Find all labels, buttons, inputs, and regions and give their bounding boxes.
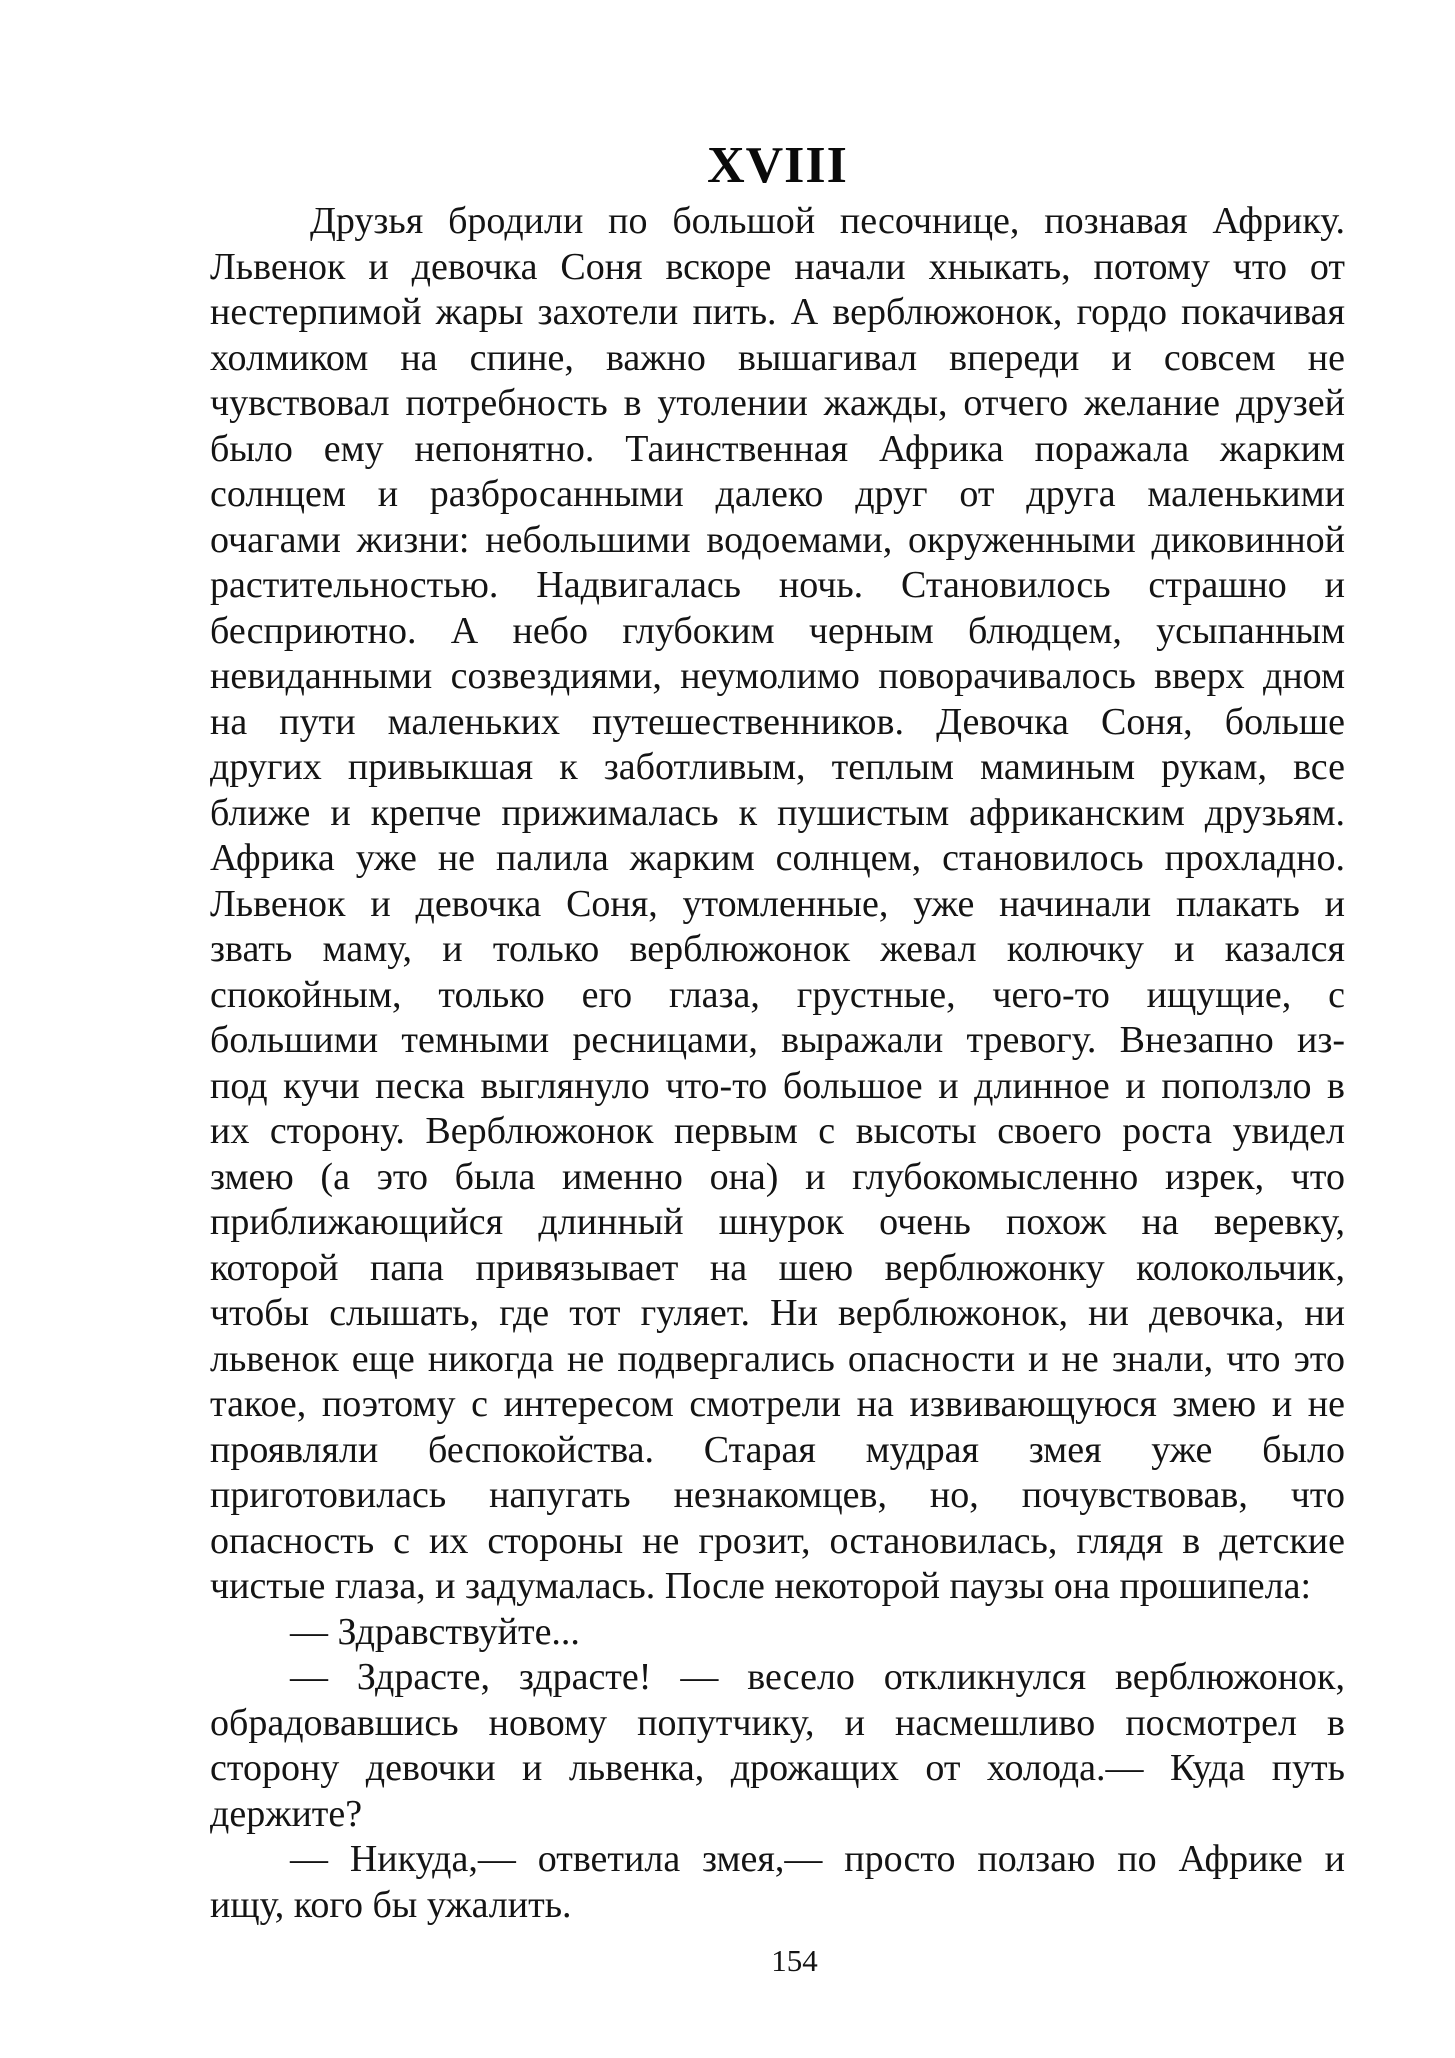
text-line: львенок еще никогда не подвергались опасности и не знали, что это: [210, 1337, 1345, 1380]
text-line: было ему непонятно. Таинственная Африка поражала жарким: [210, 427, 1345, 470]
text-line: на пути маленьких путешественников. Девочка Соня, больше: [210, 700, 1345, 743]
text-line: звать маму, и только верблюжонок жевал колючку и казался: [210, 928, 1345, 970]
text-line: ближе и крепче прижималась к пушистым африканским друзьям.: [210, 791, 1345, 834]
text-line: чистые глаза, и задумалась. После некоторой паузы она прошипела:: [210, 1565, 1312, 1607]
text-line: Львенок и девочка Соня вскоре начали хныкать, потому что от: [210, 245, 1345, 288]
text-line: приготовилась напугать незнакомцев, но, почувствовав, что: [210, 1474, 1345, 1516]
text-line: приближающийся длинный шнурок очень похож на веревку,: [210, 1201, 1345, 1243]
text-line: нестерпимой жары захотели пить. А верблюжонок, гордо покачивая: [210, 291, 1345, 333]
text-line: — Здрасте, здрасте! — весело откликнулся верблюжонок,: [290, 1656, 1345, 1698]
page-number: 154: [771, 1943, 818, 1978]
text-line: которой папа привязывает на шею верблюжонку колокольчик,: [210, 1246, 1345, 1289]
text-line: ищу, кого бы ужалить.: [210, 1883, 572, 1926]
text-line: спокойным, только его глаза, грустные, чего-то ищущие, с: [210, 973, 1345, 1016]
chapter-heading: XVIII: [707, 137, 848, 194]
text-line: — Никуда,— ответила змея,— просто ползаю по Африке и: [290, 1838, 1345, 1880]
text-line: чувствовал потребность в утолении жажды, отчего желание друзей: [210, 382, 1345, 424]
text-line: солнцем и разбросанными далеко друг от друга маленькими: [210, 473, 1345, 515]
text-line: Львенок и девочка Соня, утомленные, уже начинали плакать и: [210, 882, 1345, 925]
text-line: большими темными ресницами, выражали тревогу. Внезапно из-: [210, 1019, 1345, 1061]
page-number-row: [210, 1942, 1345, 1980]
text-line: Друзья бродили по большой песочнице, познавая Африку.: [310, 200, 1345, 242]
text-line: чтобы слышать, где тот гуляет. Ни верблюжонок, ни девочка, ни: [210, 1292, 1345, 1334]
text-line: их сторону. Верблюжонок первым с высоты своего роста увидел: [210, 1110, 1345, 1152]
text-line: — Здравствуйте...: [290, 1610, 580, 1653]
text-line: держите?: [210, 1792, 363, 1835]
text-line: холмиком на спине, важно вышагивал впереди и совсем не: [210, 336, 1345, 379]
page-text: [210, 199, 1345, 1928]
text-line: такое, поэтому с интересом смотрели на извивающуюся змею и не: [210, 1383, 1345, 1425]
text-line: невиданными созвездиями, неумолимо поворачивалось вверх дном: [210, 655, 1345, 697]
text-line: обрадовавшись новому попутчику, и насмешливо посмотрел в: [210, 1701, 1345, 1744]
text-line: змею (а это была именно она) и глубокомысленно изрек, что: [210, 1155, 1345, 1198]
text-line: под кучи песка выглянуло что-то большое и длинное и поползло в: [210, 1064, 1345, 1107]
text-line: растительностью. Надвигалась ночь. Становилось страшно и: [210, 564, 1345, 606]
text-line: опасность с их стороны не грозит, остановилась, глядя в детские: [210, 1519, 1345, 1562]
text-line: Африка уже не палила жарким солнцем, становилось прохладно.: [210, 837, 1345, 879]
text-line: сторону девочки и львенка, дрожащих от холода.— Куда путь: [210, 1747, 1345, 1789]
text-line: других привыкшая к заботливым, теплым маминым рукам, все: [210, 746, 1345, 788]
text-line: проявляли беспокойства. Старая мудрая змея уже было: [210, 1428, 1345, 1471]
text-line: бесприютно. А небо глубоким черным блюдцем, усыпанным: [210, 609, 1345, 652]
text-line: очагами жизни: небольшими водоемами, окруженными диковинной: [210, 518, 1345, 561]
